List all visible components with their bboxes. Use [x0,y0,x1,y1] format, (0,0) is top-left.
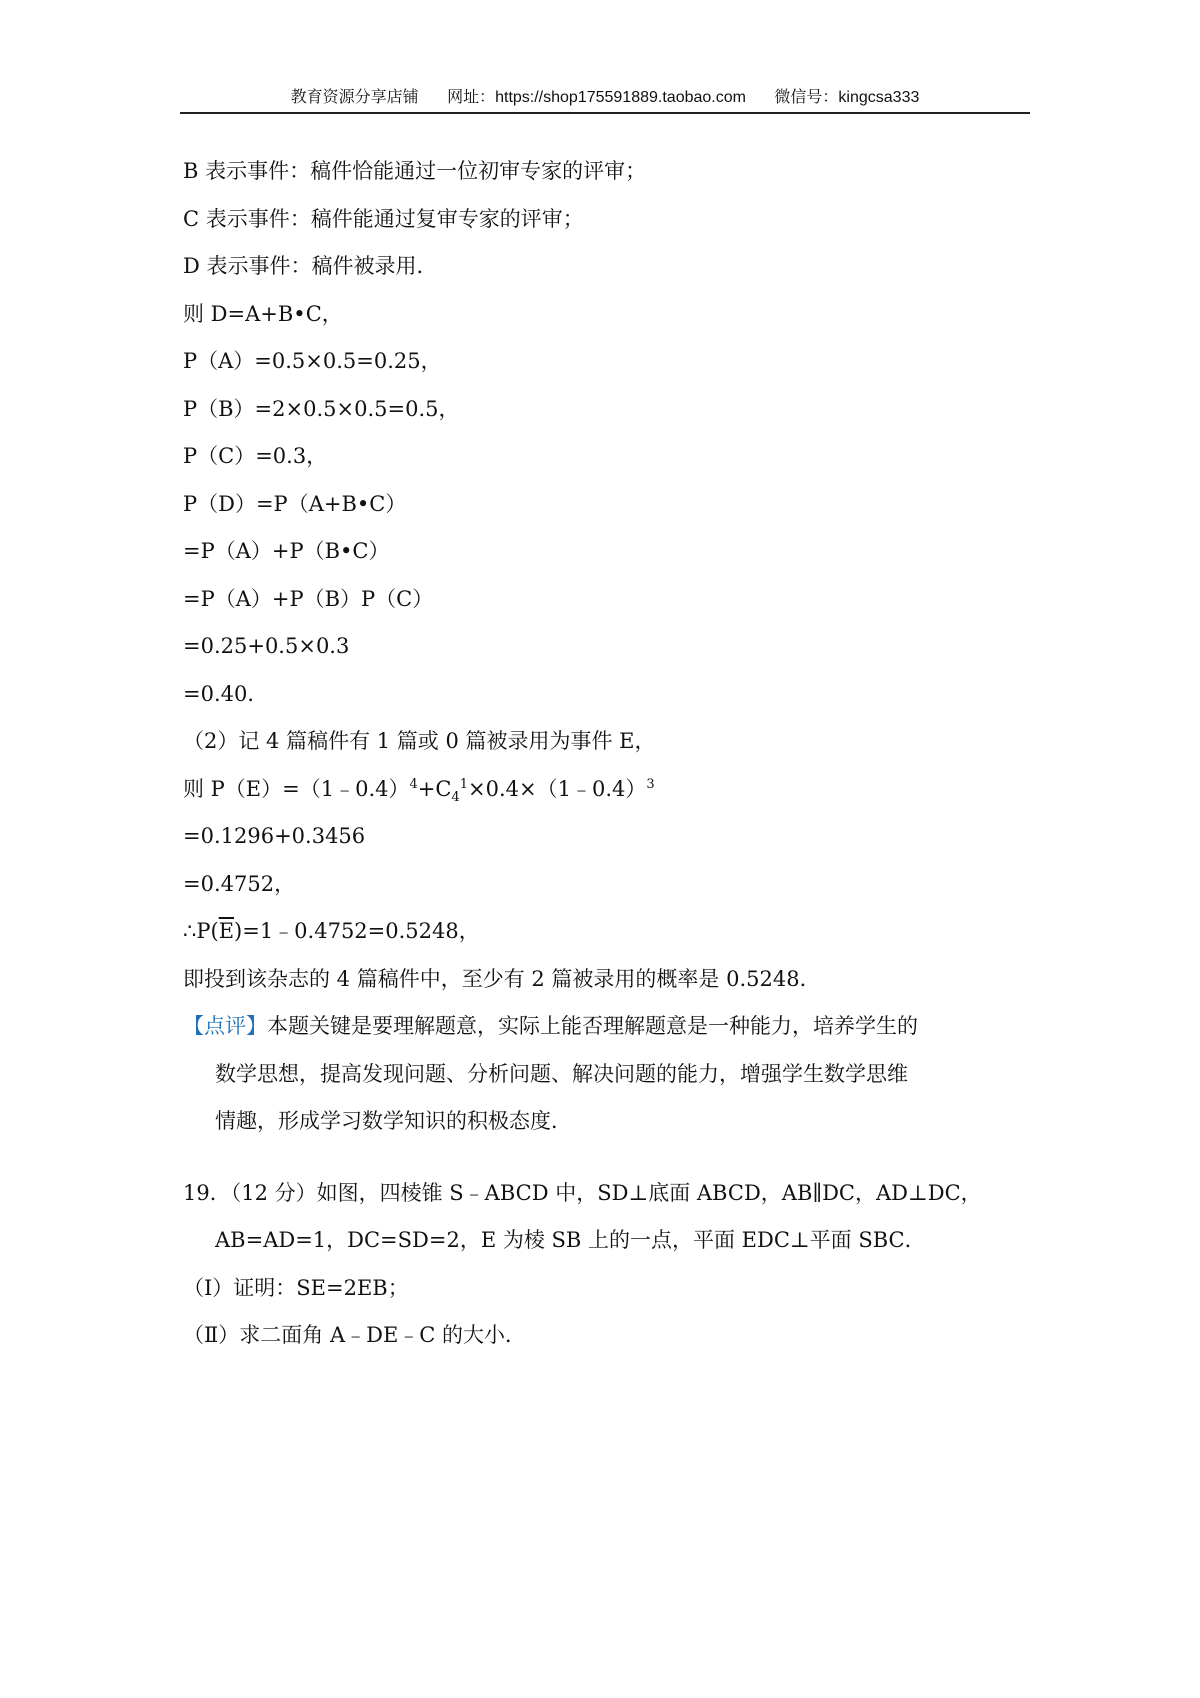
formula-part: ∴P( [183,919,219,943]
comment-line: 数学思想，提高发现问题、分析问题、解决问题的能力，增强学生数学思维 [215,1061,908,1086]
subscript: 4 [451,789,460,805]
text-line: =0.40． [183,681,269,706]
text-line: P（A）=0.5×0.5=0.25， [183,349,442,373]
formula-part: ×0.4×（1﹣0.4） [468,776,647,801]
text-line: C 表示事件：稿件能通过复审专家的评审； [183,206,584,231]
text-line: 则 D=A+B•C， [183,301,343,326]
text-line: =P（A）+P（B•C） [183,539,390,563]
formula-line [183,908,1033,956]
complement-e: $\overline{E}$ [218,919,235,943]
question-line: （Ⅰ）证明：SE=2EB； [183,1275,409,1300]
text-line: D 表示事件：稿件被录用． [183,254,438,278]
comment-line [183,1003,1033,1051]
exponent: 1 [459,776,469,792]
shop-url: 网址：https://shop175591889.taobao.com [447,89,746,106]
text-line: P（B）=2×0.5×0.5=0.5， [183,396,460,421]
comment-text: 本题关键是要理解题意，实际上能否理解题意是一种能力，培养学生的 [267,1014,918,1038]
text-line: =0.1296+0.3456 [183,824,366,848]
solution-content [183,148,1033,1360]
text-line: P（D）=P（A+B•C） [183,491,407,516]
text-line: B 表示事件：稿件恰能通过一位初审专家的评审； [183,159,647,183]
question-line: AB=AD=1，DC=SD=2，E 为棱 SB 上的一点，平面 EDC⊥平面 SBC． [215,1228,926,1252]
exponent: 4 [409,776,418,792]
text-line: （2）记 4 篇稿件有 1 篇或 0 篇被录用为事件 E， [183,729,656,753]
text-line: P（C）=0.3， [183,444,328,468]
text-line: =0.4752， [183,871,296,896]
text-line: 即投到该杂志的 4 篇稿件中，至少有 2 篇被录用的概率是 0.5248． [183,966,821,991]
comment-tag: 【点评】 [183,1014,267,1038]
formula-line [183,766,1033,814]
question-line: 19．（12 分）如图，四棱锥 S﹣ABCD 中，SD⊥底面 ABCD，AB∥DC，AD⊥DC， [183,1180,982,1205]
wechat-id: 微信号：kingcsa333 [774,89,920,106]
formula-part: 则 P（E）=（1﹣0.4） [183,776,410,801]
formula-part: )=1﹣0.4752=0.5248， [234,919,480,943]
question-line: （Ⅱ）求二面角 A﹣DE﹣C 的大小． [183,1323,527,1347]
comment-line: 情趣，形成学习数学知识的积极态度． [215,1109,572,1133]
text-line: =P（A）+P（B）P（C） [183,586,434,611]
text-line: =0.25+0.5×0.3 [183,634,350,658]
shop-name: 教育资源分享店铺 [290,89,419,106]
page-header [180,84,1030,114]
exponent: 3 [646,776,655,792]
formula-part: +C [417,776,452,801]
